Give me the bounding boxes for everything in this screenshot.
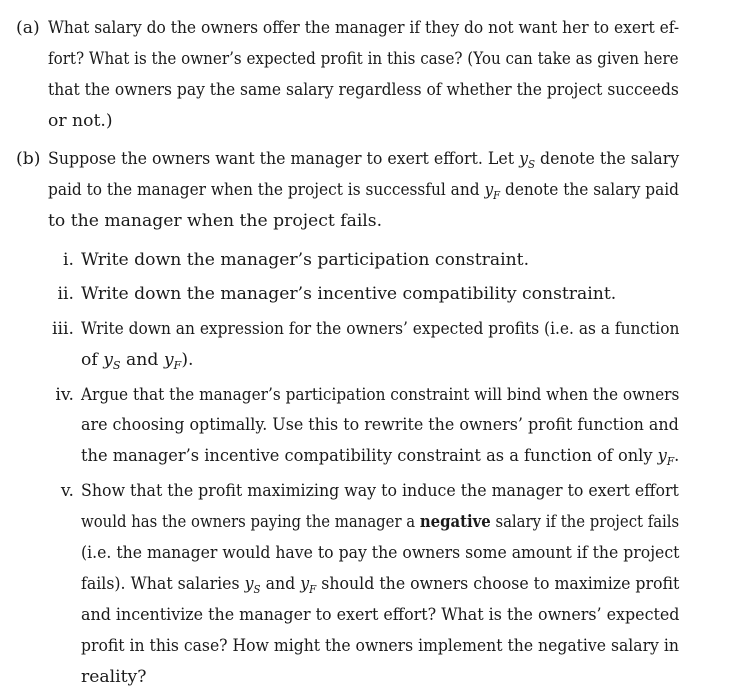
item-v-line-7: reality? bbox=[81, 667, 147, 687]
part-b-line-1-text-a: Suppose the owners want the manager to exert effort. Let bbox=[48, 149, 515, 169]
part-a-line-3: that the owners pay the same salary regardless of whether the project succeeds bbox=[48, 80, 679, 100]
item-v-line-4: fails). What salaries $y_S$ and $y_F$ should the owners choose to maximize profit bbox=[81, 574, 680, 596]
emphasis-negative: negative bbox=[419, 512, 491, 532]
item-iv-label: iv. bbox=[55, 385, 74, 405]
item-i-label: i. bbox=[63, 250, 74, 270]
part-a-line-2: fort? What is the owner’s expected profit in this case? (You can take as given here bbox=[48, 49, 679, 69]
item-iii-line-1: Write down an expression for the owners’ expected profits (i.e. as a function bbox=[81, 319, 680, 339]
item-v-line-3: (i.e. the manager would have to pay the owners some amount if the project bbox=[81, 543, 680, 563]
math-y-f: $y_F$ bbox=[300, 574, 317, 596]
math-y-f: $y_F$ bbox=[163, 350, 182, 372]
item-iii-line-2: of $y_S$ and $y_F$). bbox=[81, 350, 194, 372]
item-iv-line-2: are choosing optimally. Use this to rewrite the owners’ profit function and bbox=[81, 415, 679, 435]
part-a-line-4: or not.) bbox=[48, 111, 113, 131]
math-y-f: $y_F$ bbox=[657, 446, 675, 468]
item-ii-label: ii. bbox=[57, 284, 74, 304]
item-v-line-5: and incentivize the manager to exert effort? What is the owners’ expected bbox=[81, 605, 680, 625]
math-y-f: $y_F$ bbox=[484, 180, 501, 202]
item-i-text: Write down the manager’s participation constraint. bbox=[81, 250, 530, 270]
item-v-line-6: profit in this case? How might the owners implement the negative salary in bbox=[81, 636, 679, 656]
part-b-label: (b) bbox=[16, 149, 41, 169]
part-b-line-1 bbox=[48, 148, 679, 176]
part-a-label: (a) bbox=[16, 18, 40, 38]
item-v-line-1: Show that the profit maximizing way to induce the manager to exert effort bbox=[81, 481, 679, 501]
item-v-label: v. bbox=[60, 481, 74, 501]
math-y-s: $y_S$ bbox=[519, 149, 536, 171]
part-b-line-2 bbox=[48, 179, 679, 207]
item-iv-line-3: the manager’s incentive compatibility constraint as a function of only $y_F$. bbox=[81, 446, 680, 468]
part-b-line-2-text-b: denote the salary paid bbox=[504, 180, 679, 200]
item-iii-label: iii. bbox=[52, 319, 74, 339]
part-b-line-2-text-a: paid to the manager when the project is successful and bbox=[48, 180, 480, 200]
item-iv-line-1: Argue that the manager’s participation constraint will bind when the owners bbox=[81, 385, 680, 405]
item-ii-text: Write down the manager’s incentive compatibility constraint. bbox=[81, 284, 617, 304]
part-a-line-1: What salary do the owners offer the manager if they do not want her to exert ef- bbox=[48, 18, 680, 38]
math-y-s: $y_S$ bbox=[244, 574, 261, 596]
part-b-line-3: to the manager when the project fails. bbox=[48, 211, 383, 231]
part-b-line-1-text-b: denote the salary bbox=[540, 149, 680, 169]
item-v-line-2: would has the owners paying the manager a negative salary if the project fails bbox=[81, 512, 680, 532]
math-y-s: $y_S$ bbox=[103, 350, 121, 372]
